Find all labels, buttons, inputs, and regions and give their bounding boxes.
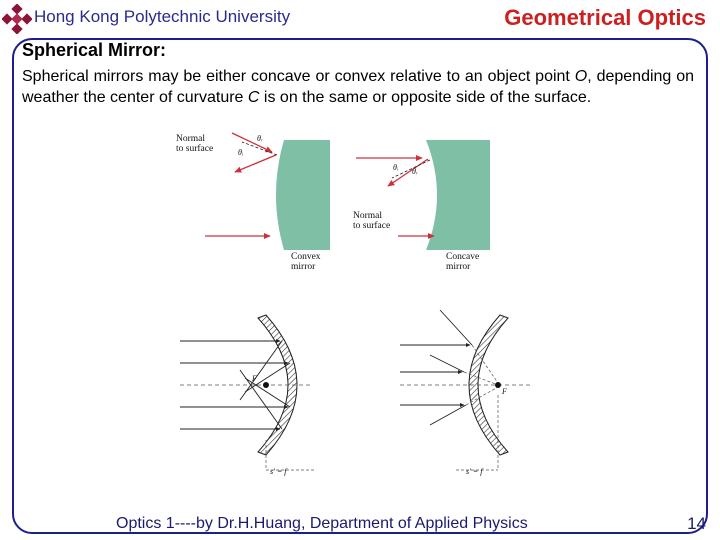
- concave-theta-r: θᵣ: [412, 167, 418, 176]
- slide-heading: Spherical Mirror:: [22, 40, 167, 60]
- ray-diagram-right: [400, 310, 530, 476]
- right-focal-point: [495, 382, 501, 388]
- left-distance-label: s' = f: [270, 467, 287, 476]
- page-number: 14: [687, 514, 706, 533]
- right-focus-label: F: [502, 387, 507, 396]
- convex-mirror-label-1: Convex: [291, 252, 321, 262]
- concave-mirror-label-1: Concave: [446, 252, 480, 262]
- left-focus-label: F: [252, 374, 257, 383]
- concave-theta-i: θᵢ: [393, 163, 399, 172]
- convex-normal-label-1: Normal: [176, 134, 206, 144]
- footer-credit: Optics 1----by Dr.H.Huang, Department of Applied Physics: [116, 515, 528, 532]
- convex-normal-label-2: to surface: [176, 144, 214, 154]
- left-reflect-ray-4: [240, 370, 282, 429]
- center-symbol: C: [247, 89, 260, 106]
- convex-mirror-figure: [176, 133, 330, 272]
- concave-mirror-shape: [426, 140, 490, 250]
- object-symbol: O: [574, 68, 588, 85]
- left-focal-point: [263, 382, 269, 388]
- course-title: Geometrical Optics: [504, 5, 706, 30]
- convex-theta-r: θᵣ: [257, 134, 263, 143]
- convex-normal-line: [242, 142, 277, 155]
- convex-reflected-ray: [235, 155, 276, 172]
- right-distance-label: s' = f: [466, 467, 483, 476]
- right-reflect-ray-3: [430, 405, 466, 425]
- paragraph-part-1: Spherical mirrors may be either concave or convex relative to an object point: [22, 68, 575, 85]
- university-name: Hong Kong Polytechnic University: [34, 7, 291, 26]
- concave-normal-label-1: Normal: [353, 211, 383, 221]
- ray-diagram-left: [180, 315, 314, 476]
- convex-mirror-label-2: mirror: [291, 262, 316, 272]
- right-reflect-ray-2: [430, 355, 464, 372]
- right-mirror-arc: [469, 315, 508, 455]
- paragraph-part-3: is on the same or opposite side of the surface.: [259, 89, 592, 106]
- convex-mirror-shape: [276, 140, 330, 250]
- concave-mirror-label-2: mirror: [446, 262, 471, 272]
- concave-normal-label-2: to surface: [353, 221, 391, 231]
- paragraph-part-2: , depending on weather the center of curvature: [22, 68, 695, 106]
- concave-mirror-figure: [353, 140, 490, 272]
- right-reflect-ray-1: [440, 310, 472, 345]
- convex-theta-i: θᵢ: [238, 148, 244, 157]
